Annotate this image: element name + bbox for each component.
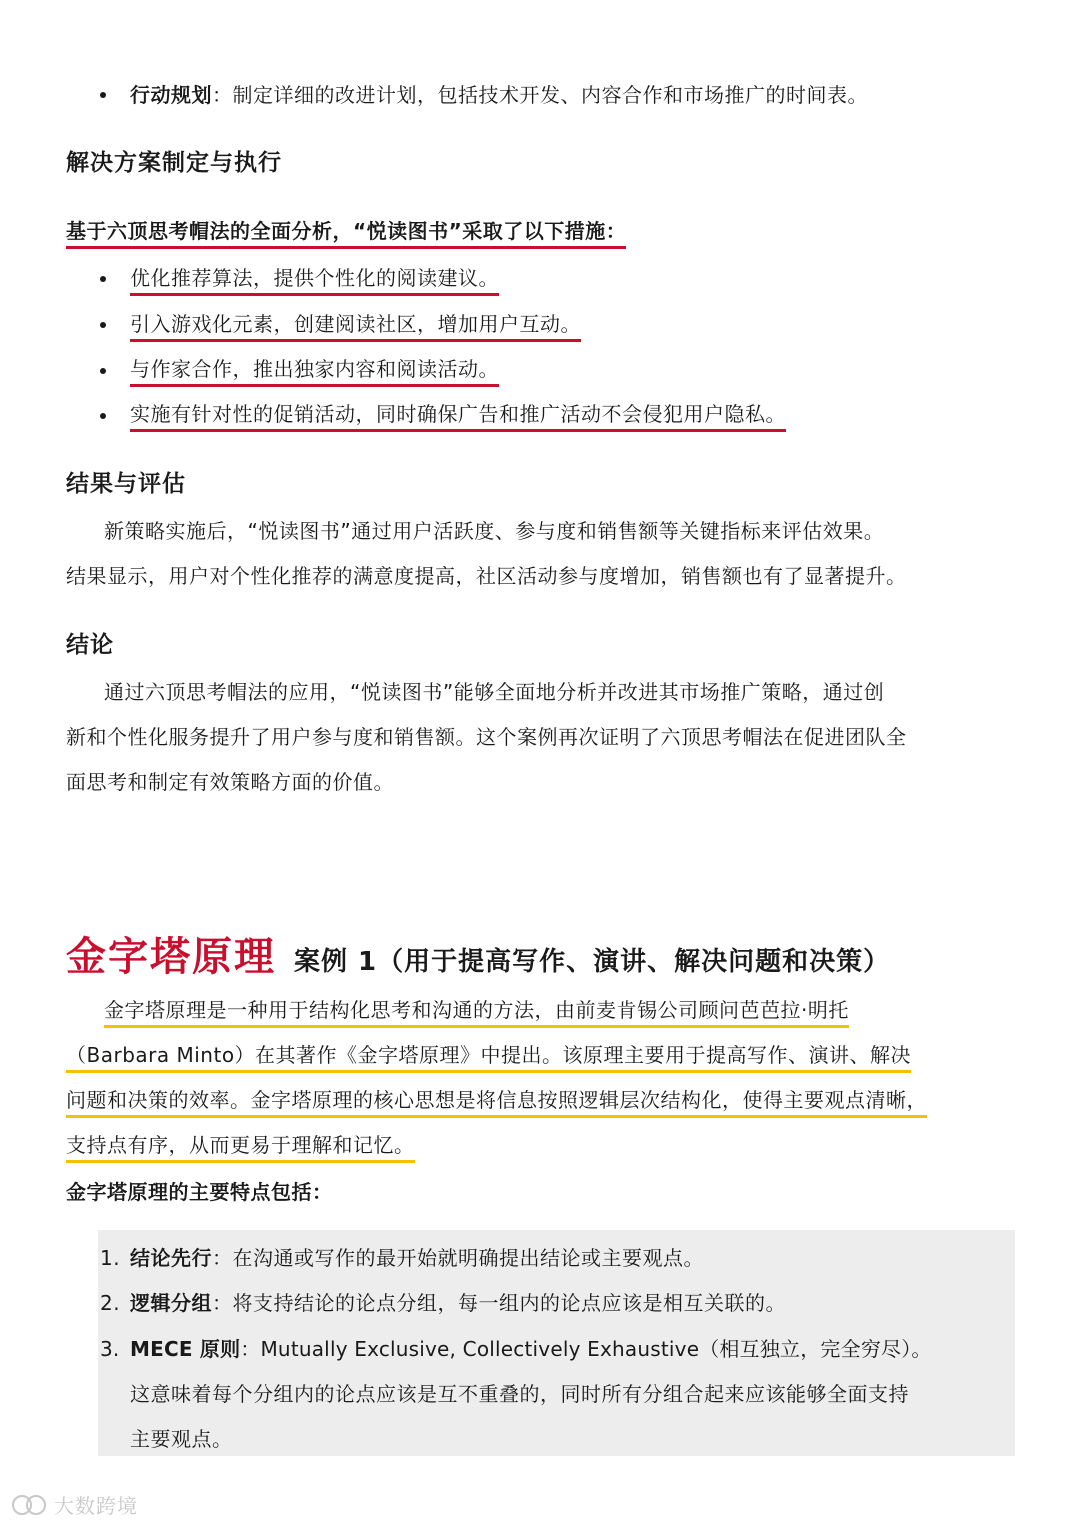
feature-label: 逻辑分组 [130, 1291, 212, 1315]
watermark-logo-icon [10, 1491, 50, 1519]
top-bullet-label: 行动规划 [130, 83, 212, 107]
feature-3-cont-1: 这意味着每个分组内的论点应该是互不重叠的，同时所有分组合起来应该能够全面支持 [130, 1382, 909, 1406]
pyramid-intro-text: 金字塔原理是一种用于结构化思考和沟通的方法，由前麦肯锡公司顾问芭芭拉·明托 [104, 998, 849, 1028]
solution-item-text: 实施有针对性的促销活动，同时确保广告和推广活动不会侵犯用户隐私。 [130, 402, 786, 432]
solution-heading: 解决方案制定与执行 [66, 150, 282, 176]
pyramid-intro-text: 问题和决策的效率。金字塔原理的核心思想是将信息按照逻辑层次结构化，使得主要观点清晰， [66, 1088, 927, 1118]
pyramid-intro-text: （Barbara Minto）在其著作《金字塔原理》中提出。该原理主要用于提高写作、演讲、解决 [66, 1043, 911, 1073]
feature-item-1 [100, 1244, 704, 1272]
solution-intro [66, 217, 626, 245]
bullet-dot [100, 92, 106, 98]
solution-item-text: 与作家合作，推出独家内容和阅读活动。 [130, 357, 499, 387]
conclusion-line-3: 面思考和制定有效策略方面的价值。 [66, 770, 394, 794]
features-heading: 金字塔原理的主要特点包括： [66, 1180, 333, 1204]
bullet-dot [100, 368, 106, 374]
feature-label: 结论先行 [130, 1246, 212, 1270]
feature-text: ：Mutually Exclusive, Collectively Exhaustive（相互独立，完全穷尽）。 [240, 1337, 932, 1361]
bullet-dot [100, 276, 106, 282]
feature-text: ：将支持结论的论点分组，每一组内的论点应该是相互关联的。 [212, 1291, 786, 1315]
conclusion-line-1: 通过六顶思考帽法的应用，“悦读图书”能够全面地分析并改进其市场推广策略，通过创 [104, 680, 885, 704]
solution-item-4 [130, 400, 786, 428]
results-line-1: 新策略实施后，“悦读图书”通过用户活跃度、参与度和销售额等关键指标来评估效果。 [104, 519, 885, 543]
feature-number: 1. [100, 1246, 121, 1270]
pyramid-title: 金字塔原理 [66, 934, 276, 980]
solution-item-text: 优化推荐算法，提供个性化的阅读建议。 [130, 266, 499, 296]
conclusion-heading: 结论 [66, 632, 114, 658]
pyramid-intro-line-2 [66, 1041, 911, 1069]
solution-intro-text: 基于六顶思考帽法的全面分析，“悦读图书”采取了以下措施： [66, 219, 626, 249]
pyramid-intro-line-4 [66, 1131, 415, 1159]
solution-item-2 [130, 310, 581, 338]
feature-item-2 [100, 1289, 786, 1317]
solution-item-1 [130, 264, 499, 292]
feature-number: 2. [100, 1291, 121, 1315]
feature-3-cont-2: 主要观点。 [130, 1427, 233, 1451]
bullet-dot [100, 413, 106, 419]
pyramid-intro-text: 支持点有序，从而更易于理解和记忆。 [66, 1133, 415, 1163]
feature-item-3 [100, 1335, 932, 1363]
results-line-2: 结果显示，用户对个性化推荐的满意度提高，社区活动参与度增加，销售额也有了显著提升。 [66, 564, 907, 588]
solution-item-text: 引入游戏化元素，创建阅读社区，增加用户互动。 [130, 312, 581, 342]
feature-number: 3. [100, 1337, 120, 1361]
pyramid-intro-line-3 [66, 1086, 927, 1114]
top-bullet [130, 81, 868, 109]
pyramid-case-title: 案例 1（用于提高写作、演讲、解决问题和决策） [294, 947, 891, 977]
feature-label: MECE 原则 [130, 1337, 241, 1361]
bullet-dot [100, 322, 106, 328]
top-bullet-text: ：制定详细的改进计划，包括技术开发、内容合作和市场推广的时间表。 [212, 83, 868, 107]
watermark [10, 1490, 138, 1519]
feature-text: ：在沟通或写作的最开始就明确提出结论或主要观点。 [212, 1246, 704, 1270]
results-heading: 结果与评估 [66, 471, 186, 497]
watermark-text: 大数跨境 [54, 1494, 138, 1518]
conclusion-line-2: 新和个性化服务提升了用户参与度和销售额。这个案例再次证明了六顶思考帽法在促进团队全 [66, 725, 907, 749]
pyramid-intro-line-1 [104, 996, 849, 1024]
solution-item-3 [130, 355, 499, 383]
